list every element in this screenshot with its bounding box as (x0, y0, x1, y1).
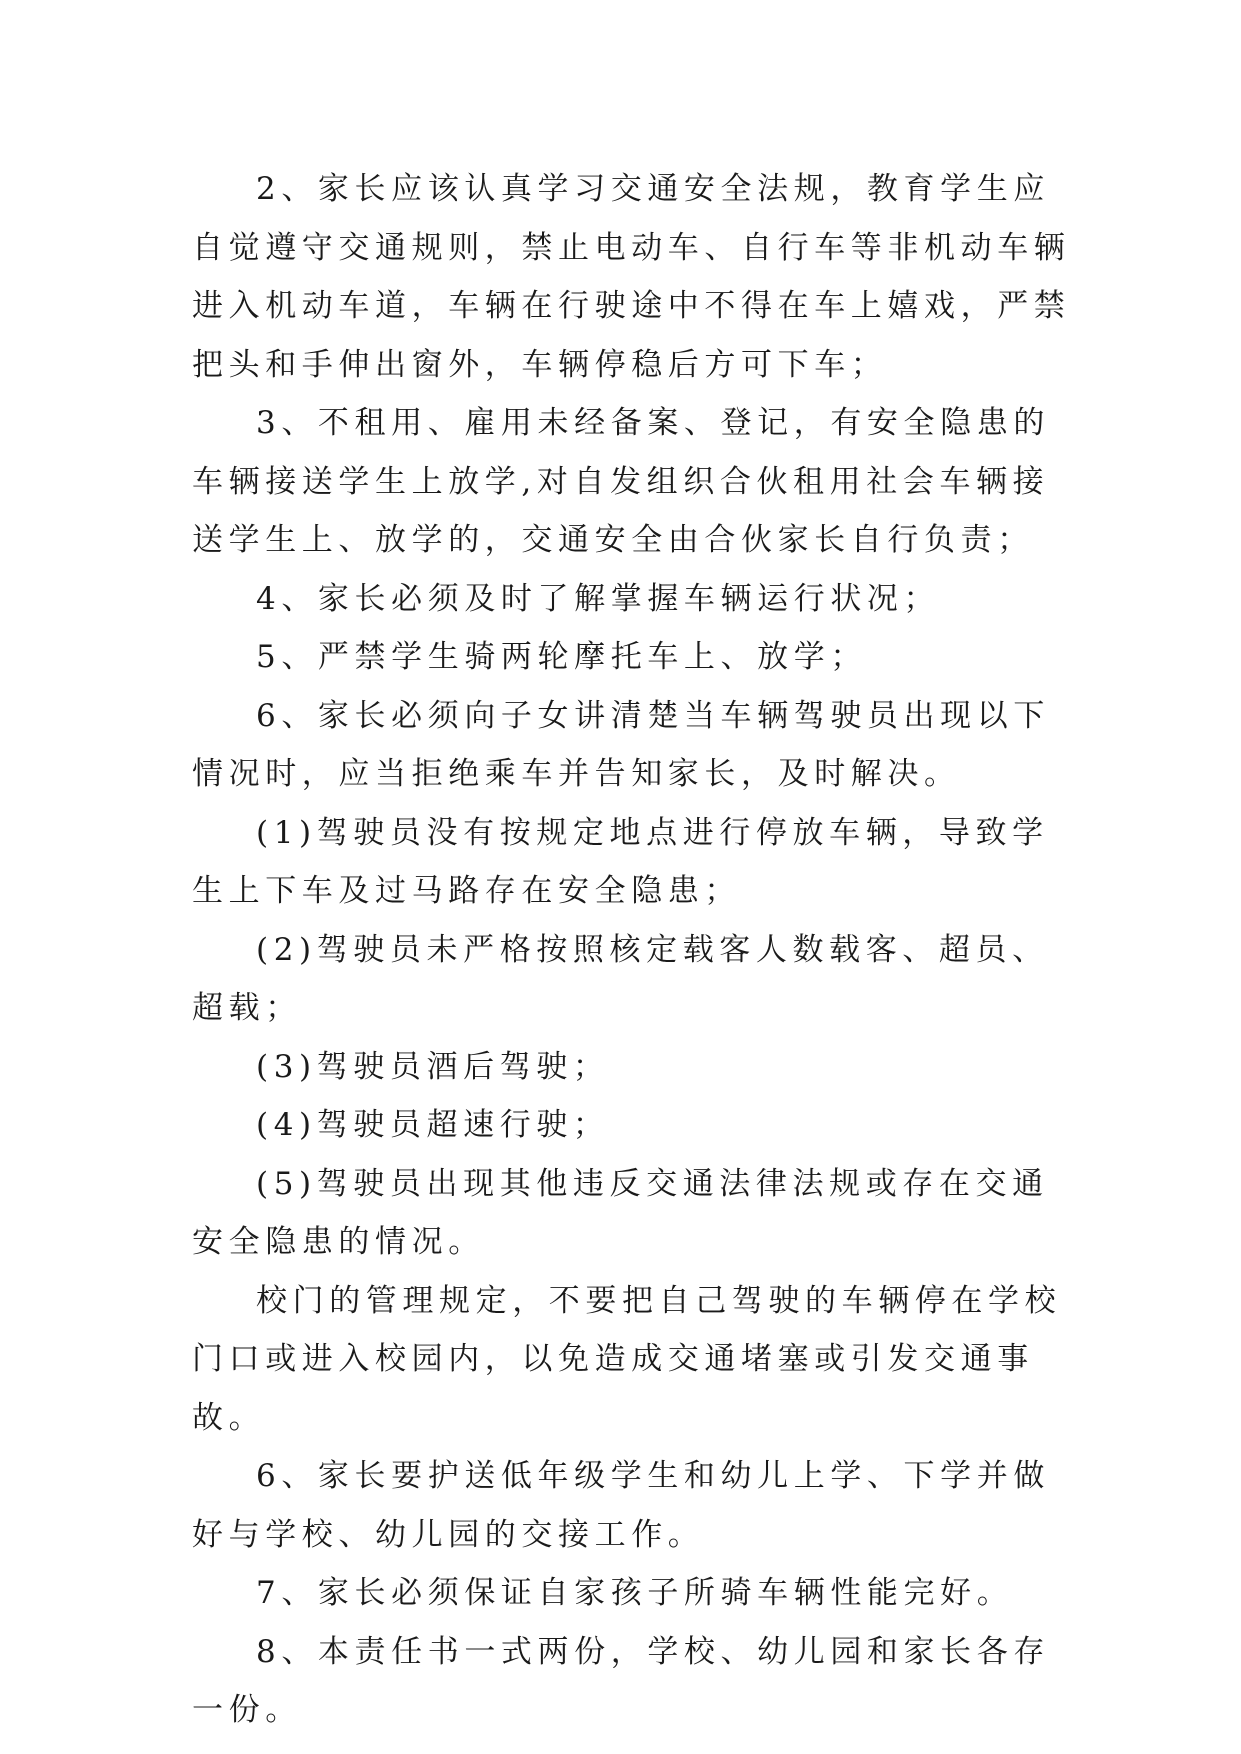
paragraph-subitem-1: (1)驾驶员没有按规定地点进行停放车辆，导致学生上下车及过马路存在安全隐患； (192, 814, 1049, 909)
paragraph-item-2: 2、家长应该认真学习交通安全法规，教育学生应自觉遵守交通规则，禁止电动车、自行车等非机动车辆进入机动车道，车辆在行驶途中不得在车上嬉戏，严禁把头和手伸出窗外，车辆停稳后方可下车； (192, 171, 1071, 383)
paragraph-subitem-3: (3)驾驶员酒后驾驶； (256, 1048, 610, 1085)
paragraph-item-4: 4、家长必须及时了解掌握车辆运行状况； (256, 580, 941, 617)
paragraph-subitem-4: (4)驾驶员超速行驶； (256, 1107, 610, 1143)
paragraph-subitem-5: (5)驾驶员出现其他违反交通法律法规或存在交通安全隐患的情况。 (192, 1165, 1049, 1260)
paragraph-item-3: 3、不租用、雇用未经备案、登记，有安全隐患的车辆接送学生上放学,对自发组织合伙租用社会车辆接送学生上、放学的，交通安全由合伙家长自行负责； (192, 405, 1050, 558)
paragraph-item-8: 8、本责任书一式两份，学校、幼儿园和家长各存一份。 (192, 1633, 1050, 1728)
paragraph-item-7: 7、家长必须保证自家孩子所骑车辆性能完好。 (256, 1575, 1014, 1611)
paragraph-item-6b: 6、家长要护送低年级学生和幼儿上学、下学并做好与学校、幼儿园的交接工作。 (192, 1458, 1050, 1553)
paragraph-item-5: 5、严禁学生骑两轮摩托车上、放学； (256, 639, 867, 675)
document-body (192, 160, 1072, 1740)
paragraph-subitem-2: (2)驾驶员未严格按照核定载客人数载客、超员、超载； (192, 931, 1049, 1026)
paragraph-school-gate: 校门的管理规定，不要把自己驾驶的车辆停在学校门口或进入校园内，以免造成交通堵塞或引发交通事故。 (192, 1282, 1062, 1436)
paragraph-item-6: 6、家长必须向子女讲清楚当车辆驾驶员出现以下情况时，应当拒绝乘车并告知家长，及时解决。 (192, 697, 1050, 792)
